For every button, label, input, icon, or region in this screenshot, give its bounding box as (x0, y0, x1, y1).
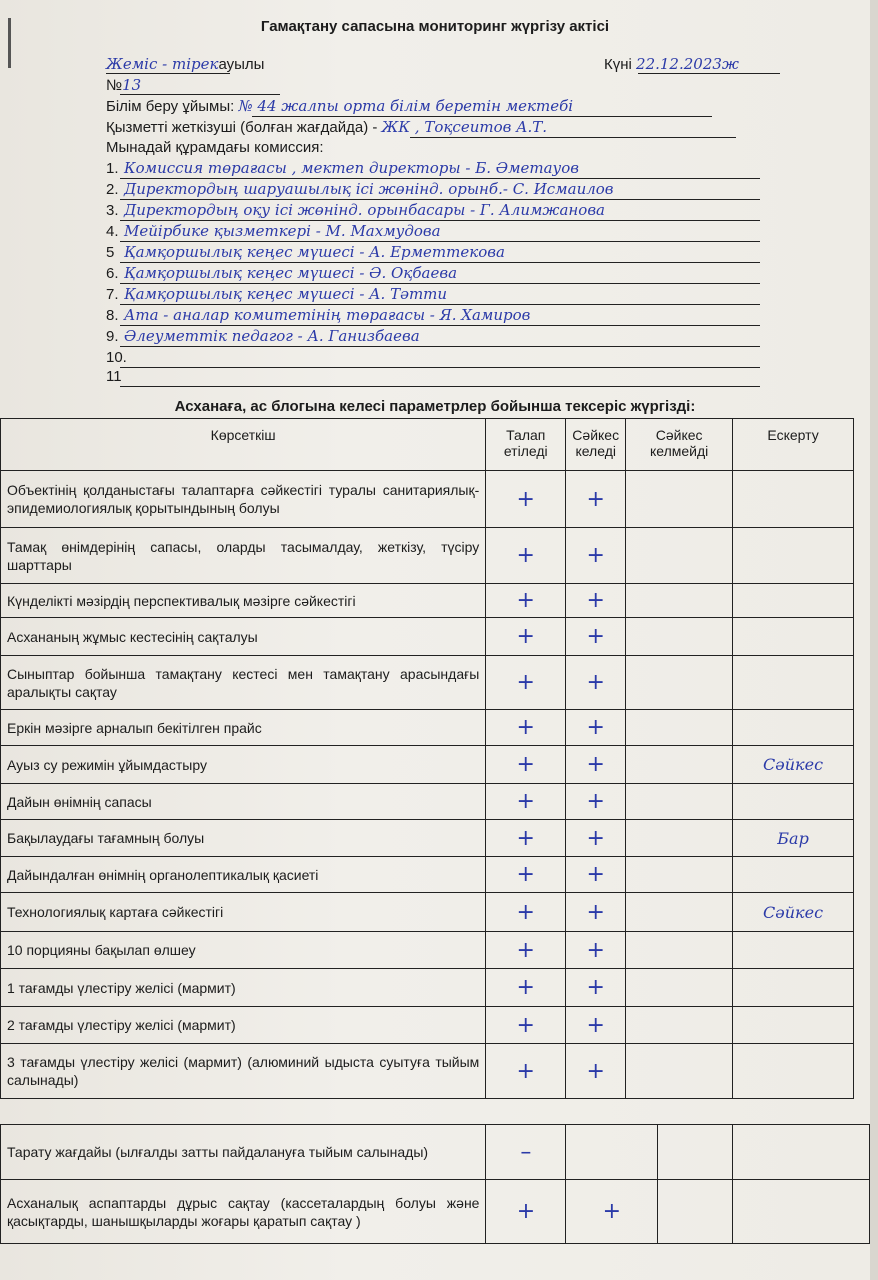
note-cell (733, 710, 854, 746)
commission-underline (120, 386, 760, 387)
not-matches-cell (626, 820, 733, 857)
not-matches-cell (626, 656, 733, 710)
matches-cell: + (566, 1180, 658, 1244)
note-cell (733, 969, 854, 1007)
school-underline (252, 116, 712, 117)
matches-cell: + (566, 784, 626, 820)
note-cell: Сәйкес (733, 893, 854, 932)
not-matches-cell (626, 710, 733, 746)
table-row (1, 893, 854, 932)
commission-member: Мейірбике қызметкері - М. Махмудова (124, 222, 441, 240)
inspection-table (0, 418, 854, 1099)
matches-cell: + (566, 820, 626, 857)
commission-underline (120, 367, 760, 368)
indicator-cell: Бақылаудағы тағамның болуы (1, 820, 486, 857)
commission-underline (120, 220, 760, 221)
commission-number: 1. (106, 160, 119, 177)
not-matches-cell (626, 784, 733, 820)
matches-cell: + (566, 584, 626, 618)
commission-number: 3. (106, 202, 119, 219)
commission-underline (120, 325, 760, 326)
indicator-cell: Асханалық аспаптарды дұрыс сақтау (кассеталардың болуы және қасықтарды, шанышқыларды жоғары қаратып сақтау ) (1, 1180, 486, 1244)
table-row (1, 932, 854, 969)
commission-member: Әлеуметтік педагог - А. Ганизбаева (124, 327, 420, 345)
indicator-cell: Асхананың жұмыс кестесінің сақталуы (1, 618, 486, 656)
note-cell (733, 471, 854, 528)
commission-member: Қамқоршылық кеңес мүшесі - Ә. Оқбаева (124, 264, 458, 282)
date-label: Күні (604, 56, 632, 73)
matches-cell (566, 1125, 658, 1180)
commission-underline (120, 283, 760, 284)
number-underline (120, 94, 280, 95)
table-row (1, 857, 854, 893)
indicator-cell: Дайын өнімнің сапасы (1, 784, 486, 820)
school-line (106, 97, 573, 115)
required-cell: + (486, 710, 566, 746)
not-matches-cell (626, 1007, 733, 1044)
required-cell: + (486, 656, 566, 710)
matches-cell: + (566, 969, 626, 1007)
table-row (1, 969, 854, 1007)
matches-cell: + (566, 893, 626, 932)
table-row (1, 746, 854, 784)
note-cell (733, 1007, 854, 1044)
commission-number: 5 (106, 244, 115, 261)
not-matches-cell (626, 1044, 733, 1099)
required-cell: + (486, 746, 566, 784)
table-row (1, 471, 854, 528)
table-row (1, 1044, 854, 1099)
village-label: ауылы (218, 56, 265, 73)
note-cell (733, 528, 854, 584)
commission-underline (120, 178, 760, 179)
note-cell: Бар (733, 820, 854, 857)
supplier-value: ЖК , Тоқсеитов А.Т. (381, 118, 548, 136)
not-matches-cell (626, 893, 733, 932)
indicator-cell: 3 тағамды үлестіру желісі (мармит) (алюминий ыдыста суытуға тыйым салынады) (1, 1044, 486, 1099)
indicator-cell: Ауыз су режимін ұйымдастыру (1, 746, 486, 784)
not-matches-cell (626, 528, 733, 584)
indicator-cell: Дайындалған өнімнің органолептикалық қасиеті (1, 857, 486, 893)
indicator-cell: Технологиялық картаға сәйкестігі (1, 893, 486, 932)
indicator-cell: Тамақ өнімдерінің сапасы, оларды тасымалдау, жеткізу, түсіру шарттары (1, 528, 486, 584)
indicator-cell: 1 тағамды үлестіру желісі (мармит) (1, 969, 486, 1007)
indicator-cell: Еркін мәзірге арналып бекітілген прайс (1, 710, 486, 746)
not-matches-cell (658, 1125, 733, 1180)
matches-cell: + (566, 932, 626, 969)
matches-cell: + (566, 471, 626, 528)
commission-number: 11 (106, 368, 122, 385)
table-row (1, 584, 854, 618)
required-cell: + (486, 528, 566, 584)
required-cell: + (486, 820, 566, 857)
date-value: 22.12.2023ж (636, 55, 739, 73)
number-line (106, 76, 141, 94)
required-cell: + (486, 893, 566, 932)
commission-number: 6. (106, 265, 119, 282)
supplier-label: Қызметті жеткізуші (болған жағдайда) - (106, 119, 378, 136)
village-line (106, 55, 264, 73)
document-title: Гамақтану сапасына мониторинг жүргізу актісі (260, 18, 610, 35)
commission-underline (120, 241, 760, 242)
commission-member: Қамқоршылық кеңес мүшесі - А. Ерметтекова (124, 243, 505, 261)
school-label: Білім беру ұйымы: (106, 98, 235, 115)
matches-cell: + (566, 857, 626, 893)
required-cell: + (486, 969, 566, 1007)
date-line (604, 55, 739, 73)
date-underline (638, 73, 780, 74)
commission-number: 7. (106, 286, 119, 303)
commission-underline (120, 346, 760, 347)
table-title: Асханаға, ас блогына келесі параметрлер бойынша тексеріс жүргізді: (174, 398, 696, 415)
required-cell: + (486, 584, 566, 618)
note-cell (733, 784, 854, 820)
indicator-cell: Тарату жағдайы (ылғалды затты пайдалануға тыйым салынады) (1, 1125, 486, 1180)
table-row (1, 1180, 870, 1244)
commission-underline (120, 199, 760, 200)
matches-cell: + (566, 710, 626, 746)
commission-number: 10. (106, 349, 127, 366)
note-cell (733, 656, 854, 710)
commission-number: 4. (106, 223, 119, 240)
commission-member: Директордың оқу ісі жөнінд. орынбасары - Г. Алимжанова (124, 201, 605, 219)
inspection-table-continued (0, 1124, 870, 1244)
matches-cell: + (566, 656, 626, 710)
matches-cell: + (566, 618, 626, 656)
table-row (1, 618, 854, 656)
not-matches-cell (626, 969, 733, 1007)
note-cell: Сәйкес (733, 746, 854, 784)
not-matches-cell (626, 746, 733, 784)
village-underline (106, 73, 230, 74)
note-cell (733, 618, 854, 656)
required-cell: + (486, 471, 566, 528)
required-cell: + (486, 857, 566, 893)
indicator-cell: Объектінің қолданыстағы талаптарға сәйкестігі туралы санитариялық-эпидемиологиялық қорытындының болуы (1, 471, 486, 528)
required-cell: + (486, 1007, 566, 1044)
note-cell (733, 1125, 870, 1180)
commission-number: 8. (106, 307, 119, 324)
not-matches-cell (626, 584, 733, 618)
commission-member: Директордың шаруашылық ісі жөнінд. орынб.- С. Исмаилов (124, 180, 614, 198)
number-value: 13 (122, 76, 142, 94)
not-matches-cell (626, 618, 733, 656)
note-cell (733, 932, 854, 969)
table-row (1, 656, 854, 710)
indicator-cell: 2 тағамды үлестіру желісі (мармит) (1, 1007, 486, 1044)
commission-number: 2. (106, 181, 119, 198)
indicator-cell: Сыныптар бойынша тамақтану кестесі мен тамақтану арасындағы аралықты сақтау (1, 656, 486, 710)
not-matches-cell (658, 1180, 733, 1244)
not-matches-cell (626, 932, 733, 969)
school-value: № 44 жалпы орта білім беретін мектебі (238, 97, 574, 115)
commission-member: Қамқоршылық кеңес мүшесі - А. Тәтти (124, 285, 448, 303)
required-cell: + (486, 784, 566, 820)
indicator-cell: Күнделікті мәзірдің перспективалық мәзірге сәйкестігі (1, 584, 486, 618)
commission-member: Ата - аналар комитетінің төрағасы - Я. Хамиров (124, 306, 531, 324)
column-header-required: Талап етіледі (486, 419, 566, 471)
note-cell (733, 1180, 870, 1244)
table-row (1, 1007, 854, 1044)
table-row (1, 528, 854, 584)
required-cell: + (486, 1180, 566, 1244)
column-header-matches: Сәйкес келеді (566, 419, 626, 471)
commission-underline (120, 304, 760, 305)
matches-cell: + (566, 528, 626, 584)
required-cell: – (486, 1125, 566, 1180)
indicator-cell: 10 порцияны бақылап өлшеу (1, 932, 486, 969)
matches-cell: + (566, 1007, 626, 1044)
matches-cell: + (566, 746, 626, 784)
village-value: Жеміс - тірек (106, 55, 219, 73)
table-row (1, 1125, 870, 1180)
required-cell: + (486, 618, 566, 656)
not-matches-cell (626, 471, 733, 528)
table-row (1, 710, 854, 746)
column-header-not-matches: Сәйкес келмейді (626, 419, 733, 471)
table-row (1, 820, 854, 857)
column-header-note: Ескерту (733, 419, 854, 471)
number-label: № (106, 77, 123, 94)
table-row (1, 784, 854, 820)
column-header-indicator: Көрсеткіш (1, 419, 486, 471)
matches-cell: + (566, 1044, 626, 1099)
supplier-underline (410, 137, 736, 138)
required-cell: + (486, 1044, 566, 1099)
commission-number: 9. (106, 328, 119, 345)
commission-underline (120, 262, 760, 263)
required-cell: + (486, 932, 566, 969)
supplier-line (106, 118, 547, 136)
commission-member: Комиссия төрағасы , мектеп директоры - Б. Әметауов (124, 159, 580, 177)
commission-label: Мынадай құрамдағы комиссия: (106, 139, 324, 156)
note-cell (733, 1044, 854, 1099)
not-matches-cell (626, 857, 733, 893)
note-cell (733, 857, 854, 893)
note-cell (733, 584, 854, 618)
